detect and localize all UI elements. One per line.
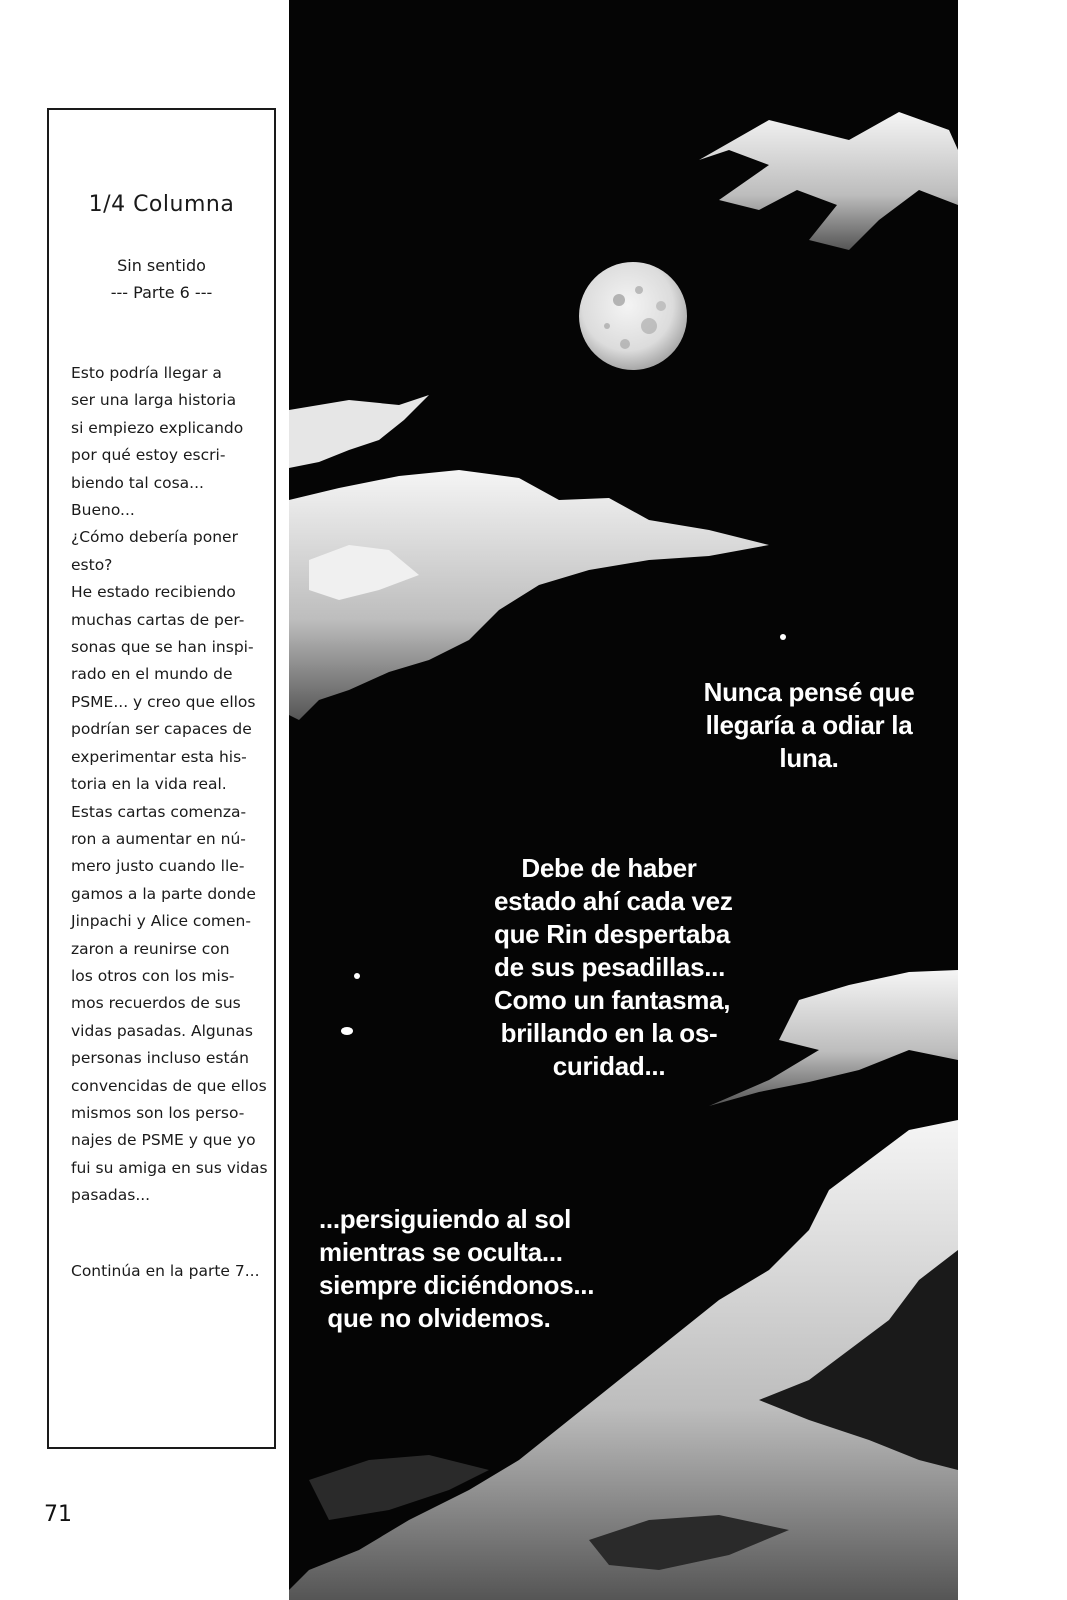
column-body-line: Bueno... bbox=[71, 501, 135, 520]
column-body-line: ser una larga historia bbox=[71, 391, 237, 410]
column-body-line: esto? bbox=[71, 555, 113, 574]
column-body-line: gamos a la parte donde bbox=[71, 884, 256, 903]
column-body-line: experimentar esta his- bbox=[71, 747, 247, 766]
narration-line: Debe de haber bbox=[521, 853, 697, 883]
column-body-line: ¿Cómo debería poner bbox=[71, 528, 238, 547]
narration-line: llegaría a odiar la bbox=[705, 710, 913, 740]
narration-box-1 bbox=[694, 676, 924, 775]
column-body-line: fui su amiga en sus vidas bbox=[71, 1158, 268, 1177]
narration-box-3 bbox=[319, 1203, 595, 1335]
column-body-line: mero justo cuando lle- bbox=[71, 857, 245, 876]
column-body-line: Jinpachi y Alice comen- bbox=[71, 912, 251, 931]
narration-line: curidad... bbox=[552, 1051, 666, 1081]
column-body-line: najes de PSME y que yo bbox=[71, 1131, 256, 1150]
column-body-line: podrían ser capaces de bbox=[71, 720, 252, 739]
narration-line: brillando en la os- bbox=[500, 1018, 718, 1048]
column-body-line: vidas pasadas. Algunas bbox=[71, 1021, 253, 1040]
column-body-line: sonas que se han inspi- bbox=[71, 638, 254, 657]
narration-line: ...persiguiendo al sol bbox=[319, 1204, 572, 1234]
column-body-line: biendo tal cosa... bbox=[71, 473, 204, 492]
narration-line: luna. bbox=[779, 743, 839, 773]
column-body-line: toria en la vida real. bbox=[71, 775, 227, 794]
night-sky-illustration bbox=[289, 0, 958, 1600]
column-body-line: Esto podría llegar a bbox=[71, 364, 222, 382]
column-title: 1/4 Columna bbox=[88, 192, 235, 217]
column-body-line: convencidas de que ellos bbox=[71, 1076, 267, 1095]
column-body-line: PSME... y creo que ellos bbox=[71, 692, 256, 711]
column-body-line: He estado recibiendo bbox=[71, 583, 236, 602]
narration-line: mientras se oculta... bbox=[319, 1237, 563, 1267]
column-body-line: zaron a reunirse con bbox=[71, 939, 230, 958]
narration-line: estado ahí cada vez bbox=[494, 886, 733, 916]
column-body-line: los otros con los mis- bbox=[71, 966, 235, 985]
narration-box-2 bbox=[494, 852, 733, 1083]
column-body-line: ron a aumentar en nú- bbox=[71, 829, 246, 848]
narration-line: que no olvidemos. bbox=[327, 1303, 551, 1333]
column-body-line: rado en el mundo de bbox=[71, 665, 233, 684]
column-body-line: mos recuerdos de sus bbox=[71, 994, 241, 1013]
narration-line: siempre diciéndonos... bbox=[319, 1270, 595, 1300]
moon bbox=[579, 262, 687, 370]
column-part: --- Parte 6 --- bbox=[110, 283, 213, 302]
column-body-line: Estas cartas comenza- bbox=[71, 802, 247, 821]
night-sky-panel bbox=[289, 0, 958, 1600]
page-number: 71 bbox=[44, 1502, 72, 1527]
narration-line: de sus pesadillas... bbox=[494, 952, 725, 982]
column-body-line: por qué estoy escri- bbox=[71, 446, 226, 465]
column-body bbox=[71, 360, 271, 1210]
column-subtitle-block bbox=[49, 252, 274, 306]
column-subtitle: Sin sentido bbox=[117, 256, 206, 275]
column-body-line: si empiezo explicando bbox=[71, 418, 244, 437]
column-body-line: personas incluso están bbox=[71, 1049, 249, 1068]
column-footer: Continúa en la parte 7... bbox=[71, 1262, 260, 1280]
column-body-line: mismos son los perso- bbox=[71, 1103, 245, 1122]
column-box bbox=[47, 108, 276, 1449]
narration-line: Nunca pensé que bbox=[703, 677, 915, 707]
column-body-line: muchas cartas de per- bbox=[71, 610, 245, 629]
narration-line: que Rin despertaba bbox=[494, 919, 730, 949]
column-body-line: pasadas... bbox=[71, 1186, 151, 1205]
narration-line: Como un fantasma, bbox=[494, 985, 731, 1015]
